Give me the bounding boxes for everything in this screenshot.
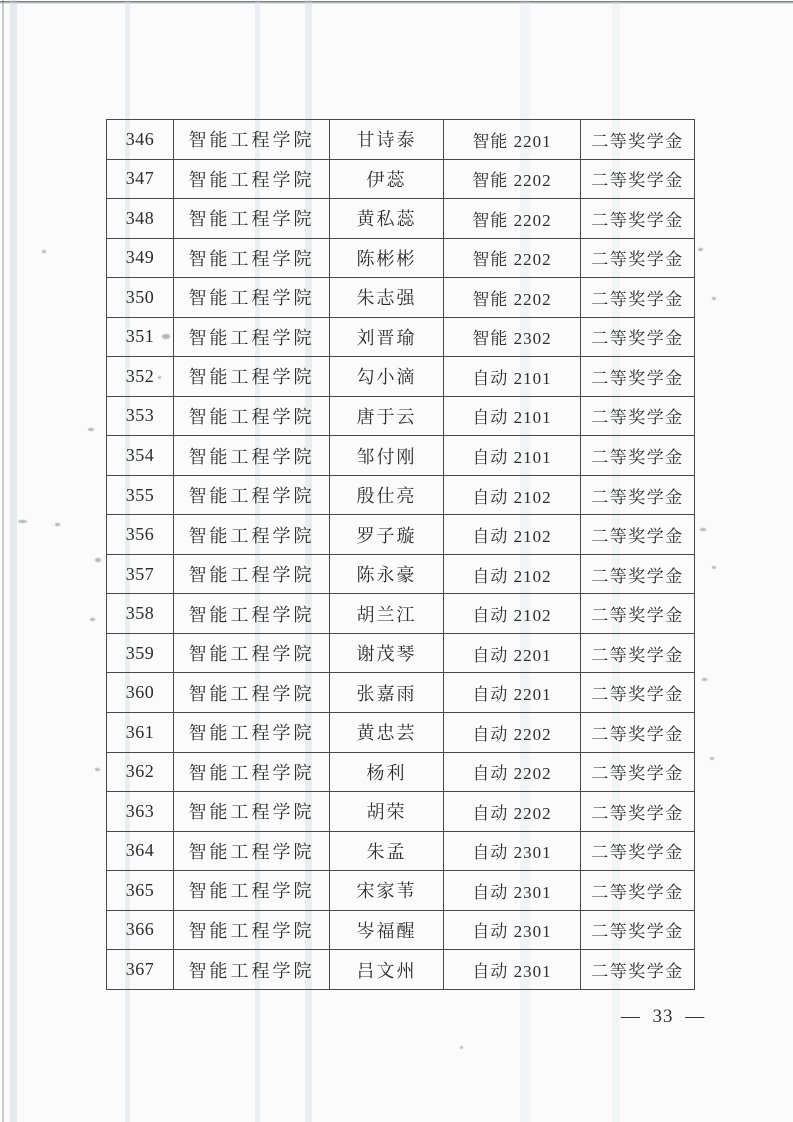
table-row: [107, 120, 695, 160]
college-cell: 智能工程学院: [174, 752, 330, 792]
class-cell: 自动 2101: [444, 357, 581, 397]
award-cell: 二等奖学金: [581, 436, 695, 476]
class-cell: 自动 2101: [444, 396, 581, 436]
college-cell: 智能工程学院: [174, 238, 330, 278]
class-cell: 自动 2202: [444, 792, 581, 832]
class-cell: 智能 2202: [444, 238, 581, 278]
table-row: [107, 436, 695, 476]
class-cell: 自动 2201: [444, 633, 581, 673]
table-row: [107, 238, 695, 278]
scholarship-table: [106, 119, 694, 990]
index-cell: 347: [107, 159, 174, 199]
student-name-cell: 勾小滴: [330, 357, 444, 397]
student-name-cell: 胡兰江: [330, 594, 444, 634]
scan-noise-speck: [712, 297, 716, 300]
award-cell: 二等奖学金: [581, 159, 695, 199]
table-row: [107, 673, 695, 713]
award-cell: 二等奖学金: [581, 831, 695, 871]
college-cell: 智能工程学院: [174, 159, 330, 199]
student-name-cell: 刘晋瑜: [330, 317, 444, 357]
table-row: [107, 950, 695, 990]
index-cell: 359: [107, 633, 174, 673]
award-cell: 二等奖学金: [581, 792, 695, 832]
class-cell: 自动 2202: [444, 712, 581, 752]
award-cell: 二等奖学金: [581, 120, 695, 160]
scan-edge-top: [0, 1, 793, 4]
scan-noise-speck: [95, 558, 101, 562]
award-cell: 二等奖学金: [581, 910, 695, 950]
index-cell: 348: [107, 199, 174, 239]
index-cell: 363: [107, 792, 174, 832]
student-name-cell: 宋家苇: [330, 871, 444, 911]
college-cell: 智能工程学院: [174, 357, 330, 397]
scan-noise-speck: [90, 618, 95, 621]
index-cell: 360: [107, 673, 174, 713]
college-cell: 智能工程学院: [174, 594, 330, 634]
student-name-cell: 朱孟: [330, 831, 444, 871]
scan-noise-speck: [42, 250, 46, 253]
index-cell: 352: [107, 357, 174, 397]
college-cell: 智能工程学院: [174, 712, 330, 752]
college-cell: 智能工程学院: [174, 831, 330, 871]
student-name-cell: 胡荣: [330, 792, 444, 832]
student-name-cell: 唐于云: [330, 396, 444, 436]
scan-noise-speck: [55, 523, 60, 526]
class-cell: 自动 2201: [444, 673, 581, 713]
scan-noise-speck: [710, 757, 714, 760]
college-cell: 智能工程学院: [174, 436, 330, 476]
table-row: [107, 317, 695, 357]
scan-noise-speck: [18, 520, 27, 523]
index-cell: 367: [107, 950, 174, 990]
student-name-cell: 伊蕊: [330, 159, 444, 199]
college-cell: 智能工程学院: [174, 317, 330, 357]
college-cell: 智能工程学院: [174, 396, 330, 436]
student-name-cell: 吕文州: [330, 950, 444, 990]
class-cell: 智能 2302: [444, 317, 581, 357]
index-cell: 353: [107, 396, 174, 436]
scan-edge-left: [2, 0, 4, 1122]
student-name-cell: 甘诗泰: [330, 120, 444, 160]
table-row: [107, 792, 695, 832]
student-name-cell: 陈彬彬: [330, 238, 444, 278]
student-name-cell: 黄忠芸: [330, 712, 444, 752]
student-name-cell: 殷仕亮: [330, 475, 444, 515]
page-number: — 33 —: [620, 1006, 706, 1027]
index-cell: 364: [107, 831, 174, 871]
table-row: [107, 396, 695, 436]
table-row: [107, 159, 695, 199]
table-row: [107, 752, 695, 792]
award-cell: 二等奖学金: [581, 554, 695, 594]
class-cell: 智能 2202: [444, 278, 581, 318]
class-cell: 自动 2102: [444, 475, 581, 515]
student-name-cell: 朱志强: [330, 278, 444, 318]
index-cell: 351: [107, 317, 174, 357]
table-row: [107, 910, 695, 950]
index-cell: 346: [107, 120, 174, 160]
student-name-cell: 罗子璇: [330, 515, 444, 555]
college-cell: 智能工程学院: [174, 554, 330, 594]
scan-noise-speck: [698, 248, 703, 251]
table-row: [107, 871, 695, 911]
class-cell: 自动 2301: [444, 871, 581, 911]
award-cell: 二等奖学金: [581, 396, 695, 436]
table-row: [107, 278, 695, 318]
index-cell: 356: [107, 515, 174, 555]
class-cell: 智能 2201: [444, 120, 581, 160]
student-name-cell: 邹付刚: [330, 436, 444, 476]
college-cell: 智能工程学院: [174, 199, 330, 239]
class-cell: 自动 2102: [444, 594, 581, 634]
award-cell: 二等奖学金: [581, 871, 695, 911]
table-row: [107, 594, 695, 634]
award-cell: 二等奖学金: [581, 752, 695, 792]
table-row: [107, 712, 695, 752]
award-cell: 二等奖学金: [581, 357, 695, 397]
scan-noise-speck: [88, 428, 94, 431]
award-cell: 二等奖学金: [581, 633, 695, 673]
college-cell: 智能工程学院: [174, 633, 330, 673]
class-cell: 自动 2102: [444, 554, 581, 594]
class-cell: 自动 2301: [444, 831, 581, 871]
index-cell: 366: [107, 910, 174, 950]
index-cell: 362: [107, 752, 174, 792]
college-cell: 智能工程学院: [174, 871, 330, 911]
index-cell: 361: [107, 712, 174, 752]
college-cell: 智能工程学院: [174, 673, 330, 713]
class-cell: 自动 2301: [444, 950, 581, 990]
scan-noise-speck: [460, 1046, 463, 1049]
index-cell: 350: [107, 278, 174, 318]
table-row: [107, 554, 695, 594]
table-row: [107, 633, 695, 673]
college-cell: 智能工程学院: [174, 950, 330, 990]
student-name-cell: 谢茂琴: [330, 633, 444, 673]
table-row: [107, 831, 695, 871]
student-name-cell: 张嘉雨: [330, 673, 444, 713]
scan-noise-speck: [700, 528, 706, 531]
award-cell: 二等奖学金: [581, 515, 695, 555]
class-cell: 智能 2202: [444, 159, 581, 199]
award-cell: 二等奖学金: [581, 199, 695, 239]
scan-noise-speck: [712, 566, 716, 569]
scan-streak: [10, 0, 17, 1122]
table-row: [107, 515, 695, 555]
scan-noise-speck: [702, 678, 707, 681]
class-cell: 自动 2301: [444, 910, 581, 950]
index-cell: 354: [107, 436, 174, 476]
award-cell: 二等奖学金: [581, 950, 695, 990]
table-row: [107, 357, 695, 397]
award-cell: 二等奖学金: [581, 712, 695, 752]
class-cell: 自动 2101: [444, 436, 581, 476]
table-row: [107, 199, 695, 239]
college-cell: 智能工程学院: [174, 120, 330, 160]
class-cell: 智能 2202: [444, 199, 581, 239]
index-cell: 357: [107, 554, 174, 594]
student-name-cell: 黄私蕊: [330, 199, 444, 239]
award-cell: 二等奖学金: [581, 278, 695, 318]
college-cell: 智能工程学院: [174, 792, 330, 832]
student-name-cell: 岑福醒: [330, 910, 444, 950]
scan-noise-speck: [95, 768, 100, 771]
index-cell: 349: [107, 238, 174, 278]
award-cell: 二等奖学金: [581, 317, 695, 357]
college-cell: 智能工程学院: [174, 278, 330, 318]
award-cell: 二等奖学金: [581, 673, 695, 713]
college-cell: 智能工程学院: [174, 515, 330, 555]
index-cell: 358: [107, 594, 174, 634]
table-row: [107, 475, 695, 515]
college-cell: 智能工程学院: [174, 910, 330, 950]
class-cell: 自动 2202: [444, 752, 581, 792]
index-cell: 365: [107, 871, 174, 911]
index-cell: 355: [107, 475, 174, 515]
college-cell: 智能工程学院: [174, 475, 330, 515]
class-cell: 自动 2102: [444, 515, 581, 555]
award-cell: 二等奖学金: [581, 594, 695, 634]
student-name-cell: 陈永豪: [330, 554, 444, 594]
student-name-cell: 杨利: [330, 752, 444, 792]
award-cell: 二等奖学金: [581, 475, 695, 515]
award-cell: 二等奖学金: [581, 238, 695, 278]
